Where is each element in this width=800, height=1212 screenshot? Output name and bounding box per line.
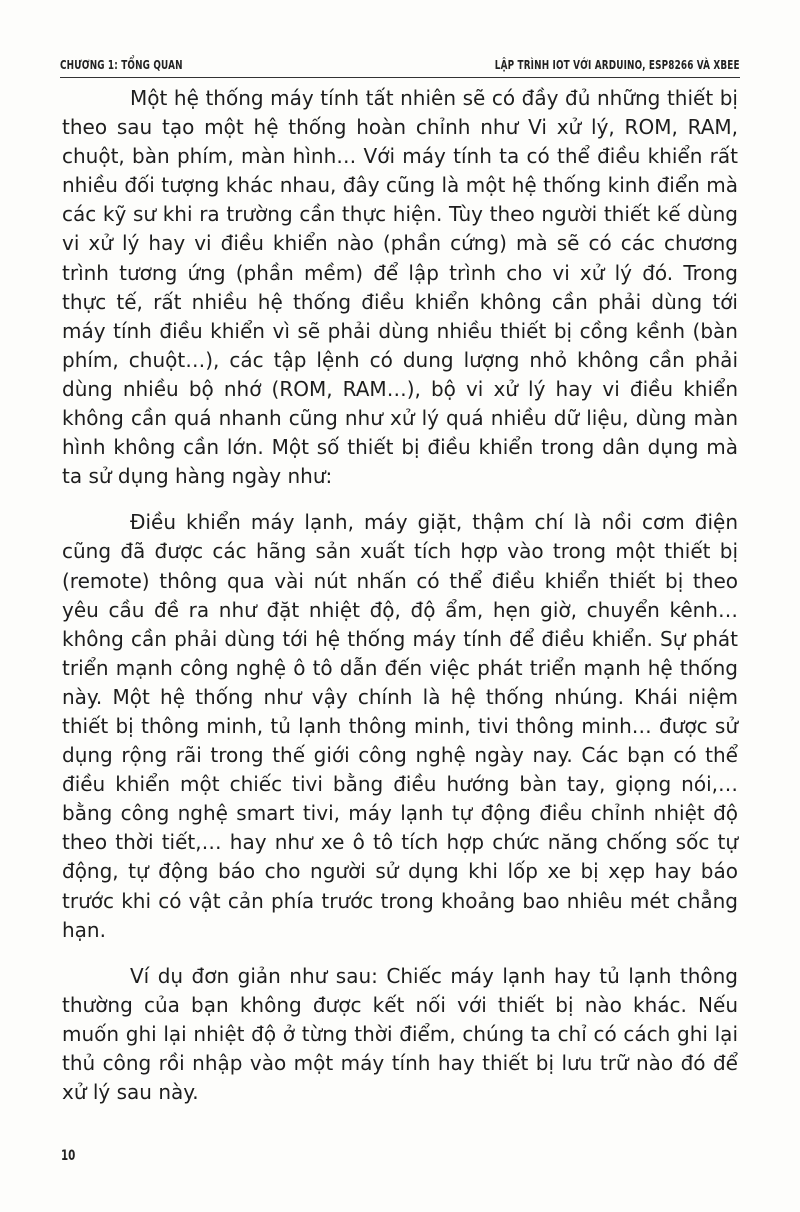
running-header: [60, 46, 740, 78]
paragraph-3: Ví dụ đơn giản như sau: Chiếc máy lạnh hay tủ lạnh thông thường của bạn không được kết nối với thiết bị nào khác. Nếu muốn ghi lại nhiệt độ ở từng thời điểm, chúng ta chỉ có cách ghi lại thủ công rồi nhập vào một máy tính hay thiết bị lưu trữ nào đó để xử lý sau này.: [62, 963, 738, 1105]
chapter-title: CHƯƠNG 1: TỔNG QUAN: [60, 58, 183, 72]
body-text: [62, 84, 738, 1107]
paragraph-1: Một hệ thống máy tính tất nhiên sẽ có đầy đủ những thiết bị theo sau tạo một hệ thống hoàn chỉnh như Vi xử lý, ROM, RAM, chuột, bàn phím, màn hình… Với máy tính ta có thể điều khiển rất nhiều đối tượng khác nhau, đây cũng là một hệ thống kinh điển mà các kỹ sư khi ra trường cần thực hiện. Tùy theo người thiết kế dùng vi xử lý hay vi điều khiển nào (phần cứng) mà sẽ có các chương trình tương ứng (phần mềm) để lập trình cho vi xử lý đó. Trong thực tế, rất nhiều hệ thống điều khiển không cần phải dùng tới máy tính điều khiển vì sẽ phải dùng nhiều thiết bị cồng kềnh (bàn phím, chuột…), các tập lệnh có dung lượng nhỏ không cần phải dùng nhiều bộ nhớ (ROM, RAM…), bộ vi xử lý hay vi điều khiển không cần quá nhanh cũng như xử lý quá nhiều dữ liệu, dùng màn hình không cần lớn. Một số thiết bị điều khiển trong dân dụng mà ta sử dụng hàng ngày như:: [62, 86, 738, 489]
book-title: LẬP TRÌNH IOT VỚI ARDUINO, ESP8266 VÀ XBEE: [495, 58, 740, 72]
page-number: 10: [61, 1148, 76, 1164]
paragraph-2: Điều khiển máy lạnh, máy giặt, thậm chí là nồi cơm điện cũng đã được các hãng sản xuất tích hợp vào trong một thiết bị (remote) thông qua vài nút nhấn có thể điều khiển thiết bị theo yêu cầu đề ra như đặt nhiệt độ, độ ẩm, hẹn giờ, chuyển kênh… không cần phải dùng tới hệ thống máy tính để điều khiển. Sự phát triển mạnh công nghệ ô tô dẫn đến việc phát triển mạnh hệ thống này. Một hệ thống như vậy chính là hệ thống nhúng. Khái niệm thiết bị thông minh, tủ lạnh thông minh, tivi thông minh… được sử dụng rộng rãi trong thế giới công nghệ ngày nay. Các bạn có thể điều khiển một chiếc tivi bằng điều hướng bàn tay, giọng nói,… bằng công nghệ smart tivi, máy lạnh tự động điều chỉnh nhiệt độ theo thời tiết,… hay như xe ô tô tích hợp chức năng chống sốc tự động, tự động báo cho người sử dụng khi lốp xe bị xẹp hay báo trước khi có vật cản phía trước trong khoảng bao nhiêu mét chẳng hạn.: [62, 510, 738, 942]
